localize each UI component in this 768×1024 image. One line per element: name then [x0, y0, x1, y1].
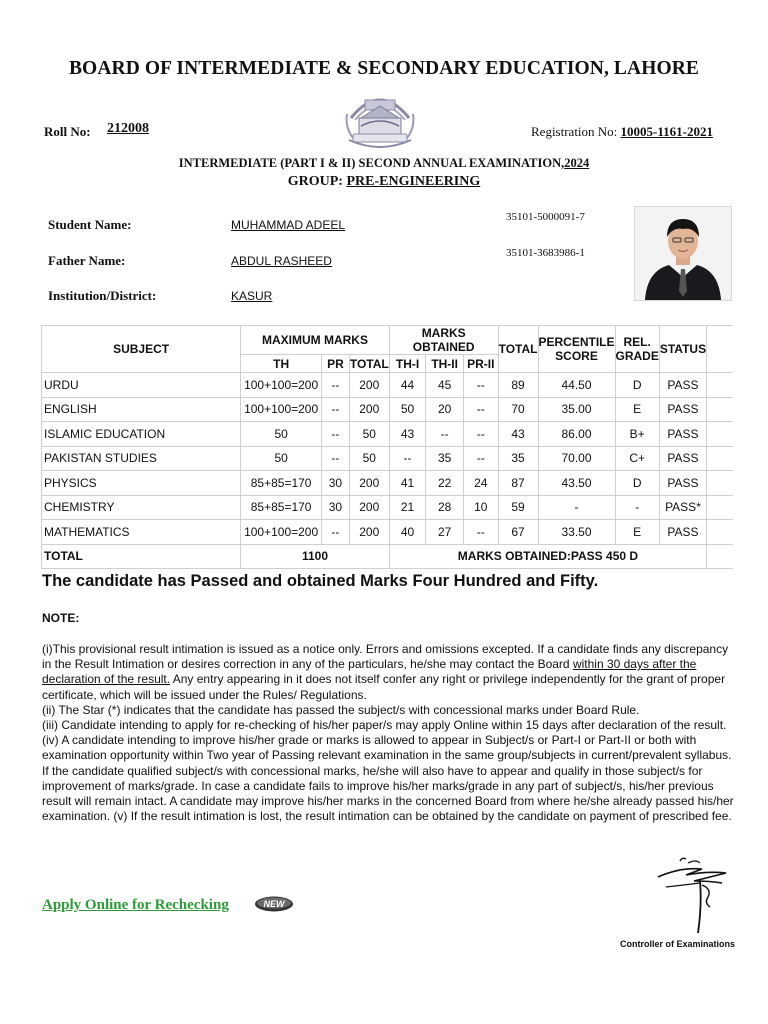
pr2-cell: 24 [463, 471, 498, 496]
group-label: GROUP: [287, 174, 343, 189]
th-cell: 100+100=200 [241, 397, 322, 422]
table-row [42, 446, 734, 471]
header-subject: SUBJECT [42, 326, 241, 373]
note-underlined-text: within 30 days after the declaration of the result. [42, 657, 697, 687]
subject-cell: ENGLISH [42, 397, 241, 422]
subject-cell: URDU [42, 373, 241, 398]
percentile-cell: 86.00 [538, 422, 615, 447]
grade-cell: E [615, 397, 659, 422]
exam-title-text: INTERMEDIATE (PART I & II) SECOND ANNUAL EXAMINATION, [178, 156, 565, 170]
pr2-cell: -- [463, 520, 498, 545]
group-line [0, 174, 768, 190]
pr-cell: -- [322, 446, 350, 471]
total-cell: 89 [498, 373, 538, 398]
note-text: Any entry appearing in it does not itself confer any right or privilege independently for the grant of proper certificate, which will be issued under the Rules/ Regulations. [42, 672, 726, 702]
th-cell: 100+100=200 [241, 520, 322, 545]
status-cell: PASS [659, 397, 706, 422]
percentile-cell: - [538, 495, 615, 520]
institution-value: KASUR [231, 289, 273, 303]
grade-cell: C+ [615, 446, 659, 471]
th2-cell: 45 [426, 373, 464, 398]
note-text: (i)This provisional result intimation is issued as a notice only. Errors and omissions excepted. If a candidate finds any discrepancy in the Result Intimation or desires correction in any of the particulars, he/she may contact the Board [42, 642, 729, 672]
exam-title [0, 156, 768, 171]
header-th1: TH-I [389, 355, 426, 373]
table-row [42, 422, 734, 447]
th2-cell: 20 [426, 397, 464, 422]
registration-value: 10005-1161-2021 [620, 124, 713, 139]
pr-cell: -- [322, 422, 350, 447]
percentile-cell: 44.50 [538, 373, 615, 398]
subject-cell: PAKISTAN STUDIES [42, 446, 241, 471]
th-cell: 50 [241, 446, 322, 471]
note-paragraph-1 [42, 642, 734, 703]
header-pr: PR [322, 355, 350, 373]
th-cell: 100+100=200 [241, 373, 322, 398]
total-marks-obtained: MARKS OBTAINED:PASS 450 D [389, 544, 706, 569]
header-status: STATUS [659, 326, 706, 373]
th2-cell: 22 [426, 471, 464, 496]
header-max-total: TOTAL [349, 356, 389, 371]
th1-cell: 21 [389, 495, 426, 520]
pr2-cell: -- [463, 373, 498, 398]
student-name-label: Student Name: [48, 217, 132, 232]
pr-cell: 30 [322, 495, 350, 520]
registration-label: Registration No: [531, 124, 618, 139]
spacer-cell [707, 520, 733, 545]
student-photo [634, 206, 732, 301]
pr2-cell: 10 [463, 495, 498, 520]
header-marks-obtained: MARKS OBTAINED [389, 326, 498, 355]
percentile-cell: 43.50 [538, 471, 615, 496]
th2-cell: 35 [426, 446, 464, 471]
signature [650, 855, 740, 939]
header-rel-grade: REL. GRADE [615, 326, 659, 373]
pr-cell: -- [322, 397, 350, 422]
spacer-cell [707, 373, 733, 398]
table-row [42, 471, 734, 496]
table-row [42, 373, 734, 398]
th2-cell: -- [426, 422, 464, 447]
status-cell: PASS [659, 422, 706, 447]
max-total-cell: 200 [349, 520, 389, 545]
pr2-cell: -- [463, 446, 498, 471]
status-cell: PASS [659, 471, 706, 496]
grade-cell: D [615, 373, 659, 398]
student-cnic: 35101-5000091-7 [506, 211, 585, 223]
pr2-cell: -- [463, 422, 498, 447]
header-percentile: PERCENTILE SCORE [538, 326, 615, 373]
grade-cell: - [615, 495, 659, 520]
father-cnic: 35101-3683986-1 [506, 247, 585, 259]
percentile-cell: 33.50 [538, 520, 615, 545]
total-max-marks: 1100 [241, 544, 390, 569]
results-table [41, 325, 733, 569]
th-cell: 85+85=170 [241, 471, 322, 496]
exam-year: 2024 [564, 156, 590, 170]
roll-number-value: 212008 [107, 121, 149, 136]
total-cell: 87 [498, 471, 538, 496]
spacer-cell [707, 397, 733, 422]
th1-cell: 40 [389, 520, 426, 545]
max-total-cell: 50 [349, 446, 389, 471]
father-name-value: ABDUL RASHEED [231, 254, 332, 268]
note-body [42, 642, 734, 824]
header-maximum-marks: MAXIMUM MARKS [241, 326, 390, 355]
roll-number-label: Roll No: [44, 124, 91, 139]
status-cell: PASS* [659, 495, 706, 520]
header-spacer [707, 326, 733, 373]
header-pr2: PR-II [463, 355, 498, 373]
student-name-value: MUHAMMAD ADEEL [231, 218, 346, 232]
subject-cell: ISLAMIC EDUCATION [42, 422, 241, 447]
subject-cell: PHYSICS [42, 471, 241, 496]
total-cell: 59 [498, 495, 538, 520]
total-cell: 43 [498, 422, 538, 447]
table-row [42, 397, 734, 422]
note-label: NOTE: [42, 611, 80, 625]
percentile-cell: 70.00 [538, 446, 615, 471]
board-title: BOARD OF INTERMEDIATE & SECONDARY EDUCATION, LAHORE [68, 58, 700, 79]
th2-cell: 28 [426, 495, 464, 520]
institution-label: Institution/District: [48, 288, 157, 303]
father-name-label: Father Name: [48, 253, 126, 268]
note-paragraph-2: (ii) The Star (*) indicates that the candidate has passed the subject/s with concessional marks under Board Rule. [42, 702, 640, 717]
spacer-cell [707, 422, 733, 447]
grade-cell: B+ [615, 422, 659, 447]
total-cell: 35 [498, 446, 538, 471]
grade-cell: D [615, 471, 659, 496]
th1-cell: 44 [389, 373, 426, 398]
result-summary: The candidate has Passed and obtained Marks Four Hundred and Fifty. [42, 572, 599, 590]
status-cell: PASS [659, 520, 706, 545]
pr-cell: 30 [322, 471, 350, 496]
status-cell: PASS [659, 446, 706, 471]
total-cell: 67 [498, 520, 538, 545]
group-value: PRE-ENGINEERING [346, 174, 481, 189]
table-row [42, 495, 734, 520]
pr-cell: -- [322, 520, 350, 545]
registration-field [531, 124, 713, 140]
max-total-cell: 200 [349, 495, 389, 520]
th1-cell: 50 [389, 397, 426, 422]
controller-of-examinations: Controller of Examinations [620, 939, 736, 949]
new-badge-icon [254, 896, 294, 912]
total-label: TOTAL [42, 544, 241, 569]
apply-rechecking-link[interactable]: Apply Online for Rechecking [42, 897, 229, 913]
pr-cell: -- [322, 373, 350, 398]
max-total-cell: 200 [349, 471, 389, 496]
board-logo [343, 88, 417, 150]
header-th2: TH-II [426, 355, 464, 373]
grade-cell: E [615, 520, 659, 545]
spacer-cell [707, 495, 733, 520]
max-total-cell: 50 [349, 422, 389, 447]
th-cell: 50 [241, 422, 322, 447]
new-badge-text: NEW [263, 899, 285, 909]
note-paragraph-3: (iii) Candidate intending to apply for re-checking of his/her paper/s may apply Online within 15 days after declaration of the result. (iv) A candidate intending to improve his/her grade or marks is allowed to appear in Subject/s or Part-I or Part-II or both with examination opportunity within Two year of Passing relevant examination in the same group/subjects in current/prevalent syllabus. If the candidate qualified subject/s with concessional marks, he/she will also have to appear and qualify in those subject/s for improvement of marks/grade. In case a candidate fails to improve his/her marks/grade in any part of subject/s, his/her previous result will remain intact. A candidate may improve his/her marks in the concerned Board from where he/she already passed his/her examination. (v) If the result intimation is lost, the result intimation can be obtained by the candidate on payment of prescribed fee. [42, 718, 734, 824]
th1-cell: 43 [389, 422, 426, 447]
table-row [42, 520, 734, 545]
subject-cell: CHEMISTRY [42, 495, 241, 520]
pr2-cell: -- [463, 397, 498, 422]
spacer-cell [707, 544, 733, 569]
spacer-cell [707, 471, 733, 496]
th1-cell: -- [389, 446, 426, 471]
total-cell: 70 [498, 397, 538, 422]
max-total-cell: 200 [349, 397, 389, 422]
spacer-cell [707, 446, 733, 471]
status-cell: PASS [659, 373, 706, 398]
th-cell: 85+85=170 [241, 495, 322, 520]
subject-cell: MATHEMATICS [42, 520, 241, 545]
header-total: TOTAL [498, 326, 538, 373]
th1-cell: 41 [389, 471, 426, 496]
th2-cell: 27 [426, 520, 464, 545]
max-total-cell: 200 [349, 373, 389, 398]
total-row [42, 544, 734, 569]
percentile-cell: 35.00 [538, 397, 615, 422]
header-th: TH [241, 355, 322, 373]
